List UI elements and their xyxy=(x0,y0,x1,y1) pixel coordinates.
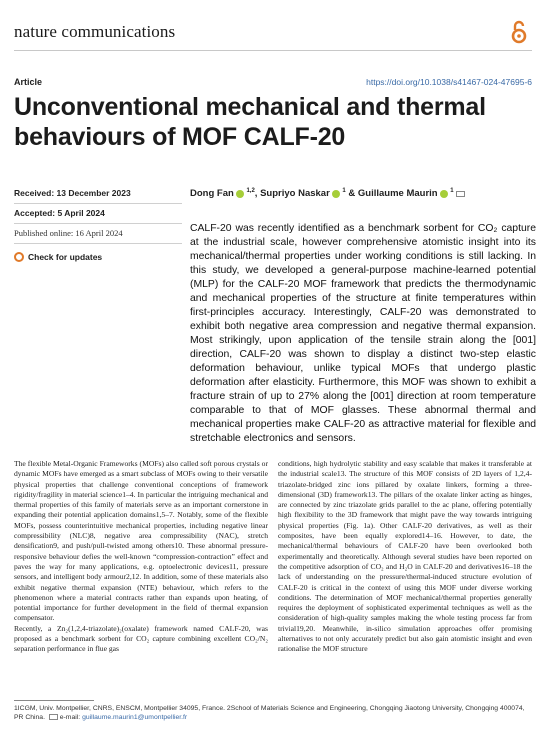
journal-name: nature communications xyxy=(14,22,176,41)
author-name[interactable]: , Supriyo Naskar xyxy=(254,188,330,200)
check-updates-label: Check for updates xyxy=(28,251,103,262)
article-type: Article xyxy=(14,77,43,87)
affiliation-marker: 1 xyxy=(450,188,454,194)
author-list xyxy=(190,188,465,199)
orcid-icon[interactable] xyxy=(236,190,244,198)
doi-link[interactable]: https://doi.org/10.1038/s41467-024-47695-6 xyxy=(366,77,532,87)
orcid-icon[interactable] xyxy=(332,190,340,198)
article-body xyxy=(14,459,532,655)
body-paragraph: The flexible Metal-Organic Frameworks (MOFs) also called soft porous crystals or dynamic MOFs have emerged as a smart subclass of MOFs owing to their versatile physical properties that challenge conventional conceptions of framework rigidity/fragility in material science1–4. In particular the intriguing mechanical and thermal properties of this family of materials serve as an important cornerstone in expanding their potential application domains1,5–7. Notably, some of the flexible MOFs, possess counterintuitive mechanical properties, including negative linear compressibility (NLC)8, negative area compressibility (NAC), stretch densification9, and push/pull-twisted among others10. These abnormal pressure-responsive behaviour defies the well-known “compression-contraction” effect and paves the way for many applications, e.g. optoelectronic devices11, pressure sensors, and intelligent body armour2,12. In addition, some of these materials also exhibit negative thermal expansion (NTE) behaviour, which refers to the phenomenon where a material contracts rather than expands upon heating, of potential importance for further development in the field of thermal expansion compensator. xyxy=(14,459,268,623)
check-for-updates-button[interactable] xyxy=(14,244,182,264)
abstract: CALF-20 was recently identified as a benchmark sorbent for CO₂ capture at the industrial scale, however comprehensive atomistic insight into its mechanical/thermal properties under working conditions is still lacking. In this study, we developed a general-purpose machine-learned potential (MLP) for the CALF-20 MOF framework that predicts the thermodynamic and mechanical properties of the structure at finite temperatures within first-principles accuracy. Interestingly, CALF-20 was demonstrated to exhibit both negative area compression and negative thermal expansion. Most strikingly, upon application of the tensile strain along the [001] direction, CALF-20 was shown to display a distinct two-step elastic deformation behaviour, unlike typical MOFs that undergo plastic deformation after elasticity. Furthermore, this MOF was shown to exhibit a fracture strain of up to 27% along the [001] direction at room temperature comparable to that of MOF glasses. These abnormal thermal and mechanical properties make CALF-20 as attractive material for flexible and stretchable electronics and sensors. xyxy=(190,223,536,444)
header-divider xyxy=(14,50,532,51)
email-icon xyxy=(49,714,58,720)
open-access-icon xyxy=(510,20,528,44)
body-column-left xyxy=(14,459,268,655)
article-dates xyxy=(14,184,182,264)
check-updates-icon xyxy=(14,252,24,262)
article-title: Unconventional mechanical and thermal behaviours of MOF CALF-20 xyxy=(14,93,486,151)
email-icon[interactable] xyxy=(456,191,465,197)
affiliation-marker: 1 xyxy=(342,188,346,194)
orcid-icon[interactable] xyxy=(440,190,448,198)
body-paragraph: Recently, a Zn₂(1,2,4-triazolate)₂(oxalate) framework named CALF-20, was proposed as a benchmark sorbent for CO₂ capture combining excellent CO₂/N₂ separation performance in flue gas xyxy=(14,623,268,654)
corresponding-email-link[interactable]: guillaume.maurin1@umontpellier.fr xyxy=(82,714,188,721)
body-paragraph: conditions, high hydrolytic stability and easy scalable that makes it transferable at the industrial scale13. The structure of this MOF consists of 2D layers of 1,2,4-triazolate-bridged zinc ions pillared by oxalate linkers, forming a three-dimensional (3D) framework13. The pillars of the oxalate linker acting as hinges, are connected by zinc triazolate grids parallel to the ac plane, offering potentially high flexibility to the 3D framework that might pave the way towards intriguing physical properties (Fig. 1a). Other CALF-20 derivatives, as well as their composites, have been equally explored14–16. However, to date, the mechanical/thermal behaviours of CALF-20 have been overlooked both experimentally and theoretically. Although several studies have been reported on the competitive adsorption of CO₂ and H₂O in CALF-20 and derivatives16–18 the lack of understanding on the pressure/thermal-induced structure evolution of CALF-20 is critical in the context of using this MOF under diverse working conditions. The determination of MOF mechanical/thermal properties generally requires the deployment of sophisticated experimental techniques as well as the consideration of high-quality samples making the whole testing process far from trivial19,20. Meanwhile, in-silico simulation approaches offer promising alternatives to not only accurately predict but also gain atomistic insight and even rationalise the MOF structure xyxy=(278,459,532,654)
author-name[interactable]: & Guillaume Maurin xyxy=(345,188,438,200)
footnote-divider xyxy=(14,700,94,701)
published-date: Published online: 16 April 2024 xyxy=(14,224,182,244)
body-column-right xyxy=(278,459,532,655)
affiliations-text: 1ICGM, Univ. Montpellier, CNRS, ENSCM, Montpellier 34095, France. 2School of Materials Science and Engineering, Chongqing Jiaotong University, Chongqing 400074, PR China. xyxy=(14,705,525,721)
email-label: e-mail: xyxy=(59,714,81,721)
accepted-date: Accepted: 5 April 2024 xyxy=(14,204,182,224)
affiliation-marker: 1,2 xyxy=(246,188,255,194)
received-date: Received: 13 December 2023 xyxy=(14,184,182,204)
author-name[interactable]: Dong Fan xyxy=(190,188,234,200)
affiliations-footnote xyxy=(14,704,534,722)
